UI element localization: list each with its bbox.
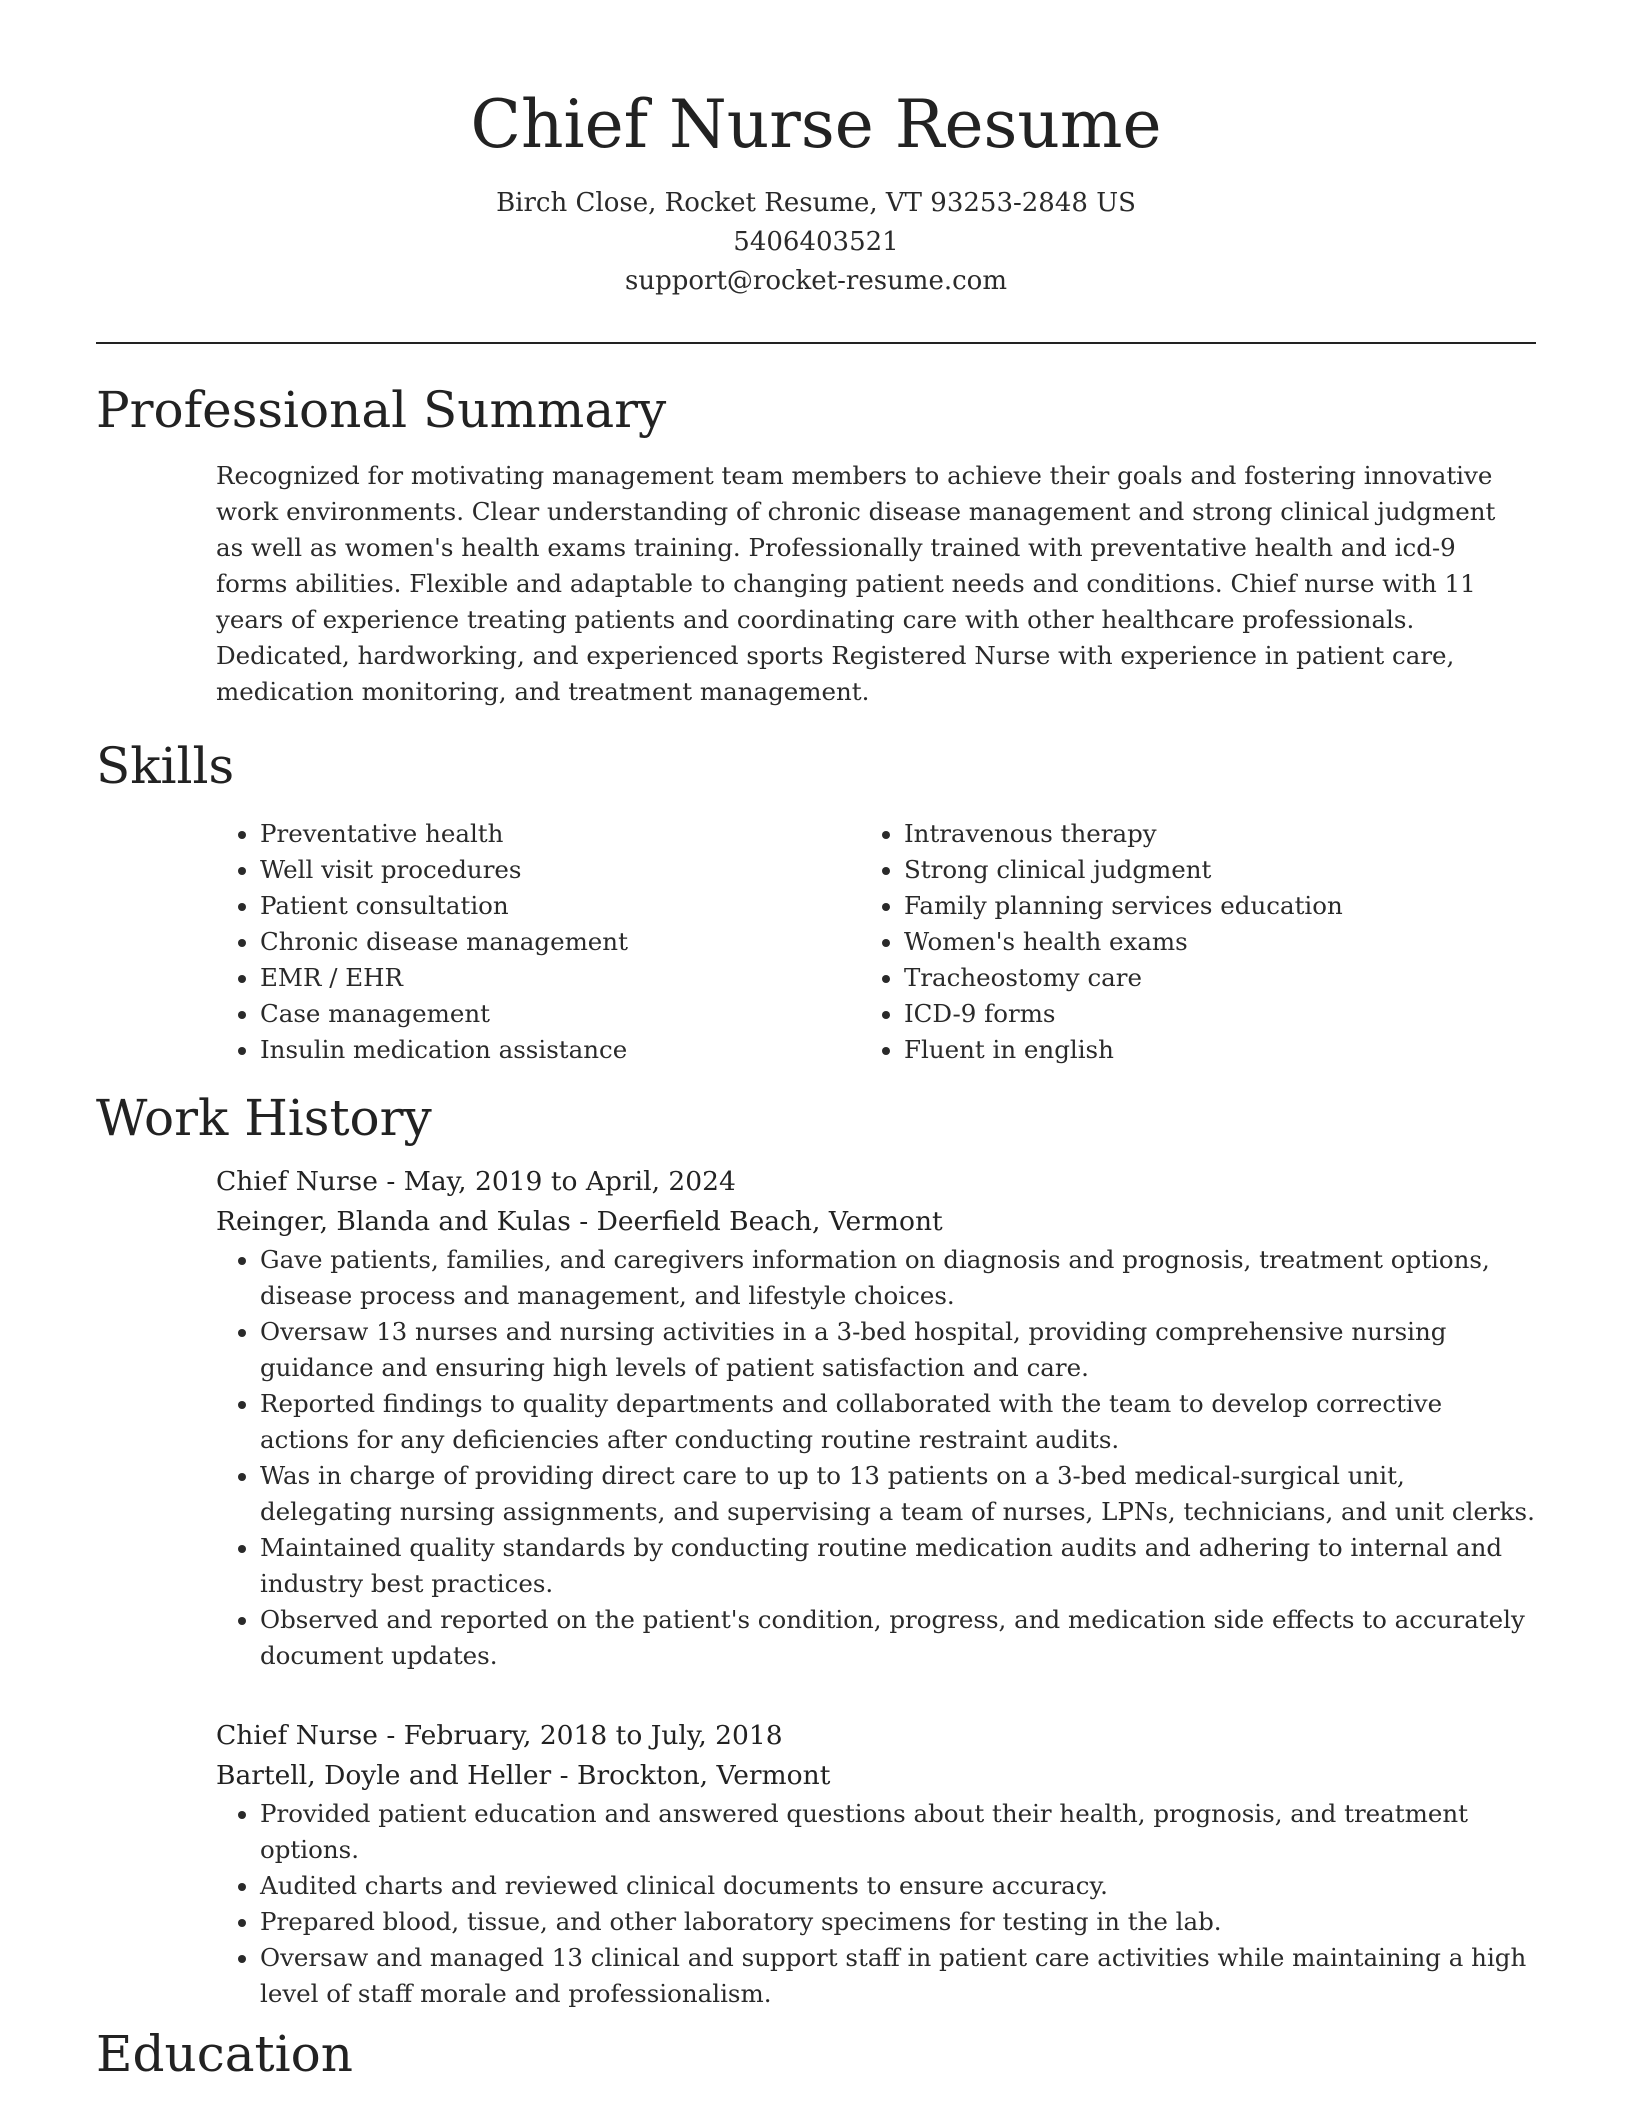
job-duty: • Reported findings to quality departments and collaborated with the team to develop corrective actions for any deficiencies after conducting routine restraint audits.: [260, 1386, 1536, 1458]
job-duties-list: [216, 1796, 1536, 2012]
skills-list-right: [860, 816, 1500, 1068]
job-duty: • Maintained quality standards by conducting routine medication audits and adhering to internal and industry best practices.: [260, 1530, 1536, 1602]
contact-info: [96, 184, 1536, 301]
contact-phone: 5406403521: [733, 227, 899, 257]
skill-item: • ICD-9 forms: [904, 996, 1500, 1032]
skills-column-right: [860, 816, 1500, 1068]
skill-item: • Intravenous therapy: [904, 816, 1500, 852]
job-duty: • Oversaw and managed 13 clinical and support staff in patient care activities while maintaining a high level of staff morale and professionalism.: [260, 1940, 1536, 2012]
contact-address: Birch Close, Rocket Resume, VT 93253-2848 US: [496, 188, 1136, 218]
skills-list-left: [216, 816, 856, 1068]
skills-column-left: [216, 816, 856, 1068]
skill-item: • Strong clinical judgment: [904, 852, 1500, 888]
skill-item: • Insulin medication assistance: [260, 1032, 856, 1068]
skill-item: • Chronic disease management: [260, 924, 856, 960]
job-duty: • Gave patients, families, and caregivers information on diagnosis and prognosis, treatment options, disease process and management, and lifestyle choices.: [260, 1242, 1536, 1314]
skill-item: • Fluent in english: [904, 1032, 1500, 1068]
job-company-location: Bartell, Doyle and Heller - Brockton, Vermont: [216, 1760, 831, 1791]
skill-item: • Well visit procedures: [260, 852, 856, 888]
skills-heading: Skills: [96, 737, 235, 795]
summary-text: Recognized for motivating management team members to achieve their goals and fostering innovative work environments. Clear understanding of chronic disease management and strong clinical judgment as well as women's health exams training. Professionally trained with preventative health and icd-9 forms abilities. Flexible and adaptable to changing patient needs and conditions. Chief nurse with 11 years of experience treating patients and coordinating care with other healthcare professionals. Dedicated, hardworking, and experienced sports Registered Nurse with experience in patient care, medication monitoring, and treatment management.: [216, 461, 1496, 706]
job-duty: • Was in charge of providing direct care to up to 13 patients on a 3-bed medical-surgical unit, delegating nursing assignments, and supervising a team of nurses, LPNs, technicians, and unit clerks.: [260, 1458, 1536, 1530]
summary-heading: Professional Summary: [96, 381, 667, 439]
job-title-dates: Chief Nurse - May, 2019 to April, 2024: [216, 1166, 736, 1197]
header-divider: [96, 342, 1536, 344]
skill-item: • Case management: [260, 996, 856, 1032]
job-duty: • Prepared blood, tissue, and other laboratory specimens for testing in the lab.: [260, 1904, 1536, 1940]
skill-item: • Family planning services education: [904, 888, 1500, 924]
skill-item: • Women's health exams: [904, 924, 1500, 960]
job-duty: • Observed and reported on the patient's condition, progress, and medication side effects to accurately document updates.: [260, 1602, 1536, 1674]
job-duty: • Provided patient education and answered questions about their health, prognosis, and treatment options.: [260, 1796, 1536, 1868]
job-entry: [216, 1162, 1536, 1674]
skill-item: • EMR / EHR: [260, 960, 856, 996]
job-company-location: Reinger, Blanda and Kulas - Deerfield Beach, Vermont: [216, 1206, 943, 1237]
skill-item: • Preventative health: [260, 816, 856, 852]
job-duty: • Oversaw 13 nurses and nursing activities in a 3-bed hospital, providing comprehensive nursing guidance and ensuring high levels of patient satisfaction and care.: [260, 1314, 1536, 1386]
education-heading: Education: [96, 2025, 353, 2083]
contact-email: support@rocket-resume.com: [624, 266, 1007, 296]
skill-item: • Tracheostomy care: [904, 960, 1500, 996]
resume-title: Chief Nurse Resume: [470, 86, 1162, 163]
resume-header: [96, 80, 1536, 301]
work-history-heading: Work History: [96, 1089, 432, 1147]
job-duty: • Audited charts and reviewed clinical documents to ensure accuracy.: [260, 1868, 1536, 1904]
job-title-dates: Chief Nurse - February, 2018 to July, 2018: [216, 1720, 783, 1751]
job-entry: [216, 1716, 1536, 2012]
skill-item: • Patient consultation: [260, 888, 856, 924]
job-duties-list: [216, 1242, 1536, 1674]
